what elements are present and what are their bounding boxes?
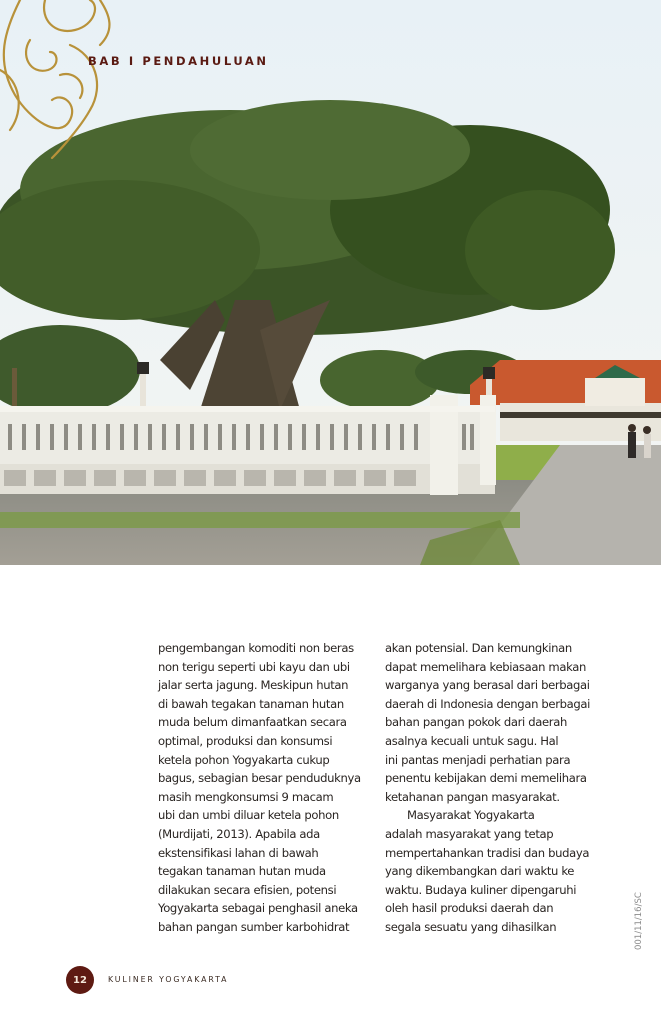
text-line: ketela pohon Yogyakarta cukup xyxy=(158,752,330,767)
text-line: penentu kebijakan demi memelihara xyxy=(385,771,587,786)
text-line: ketahanan pangan masyarakat. xyxy=(385,789,560,804)
text-line: ini pantas menjadi perhatian para xyxy=(385,752,571,767)
text-line: bahan pangan pokok dari daerah xyxy=(385,715,567,730)
body-column-right xyxy=(385,639,599,937)
text-line: non terigu seperti ubi kayu dan ubi xyxy=(158,659,350,674)
text-line: ubi dan umbi diluar ketela pohon xyxy=(158,808,339,823)
batik-ornament-icon xyxy=(0,0,130,165)
text-line: muda belum dimanfaatkan secara xyxy=(158,715,347,730)
side-code: 001/11/16/SC xyxy=(634,892,644,950)
text-line: waktu. Budaya kuliner dipengaruhi xyxy=(385,882,577,897)
text-line: yang dikembangkan dari waktu ke xyxy=(385,864,575,879)
text-line: dilakukan secara efisien, potensi xyxy=(158,882,337,897)
text-line: segala sesuatu yang dihasilkan xyxy=(385,919,557,934)
text-line: tegakan tanaman hutan muda xyxy=(158,864,326,879)
text-line: masih mengkonsumsi 9 macam xyxy=(158,789,334,804)
text-line: optimal, produksi dan konsumsi xyxy=(158,733,333,748)
page-number-badge: 12 xyxy=(66,966,94,994)
text-line: pengembangan komoditi non beras xyxy=(158,641,354,655)
chapter-title: BAB I PENDAHULUAN xyxy=(88,54,269,68)
text-line: asalnya kecuali untuk sagu. Hal xyxy=(385,733,559,748)
text-line: jalar serta jagung. Meskipun hutan xyxy=(158,678,349,693)
text-line: adalah masyarakat yang tetap xyxy=(385,826,554,841)
text-line: (Murdijati, 2013). Apabila ada xyxy=(158,826,320,841)
text-line: daerah di Indonesia dengan berbagai xyxy=(385,696,591,711)
text-line: bahan pangan sumber karbohidrat xyxy=(158,919,350,934)
text-line: bagus, sebagian besar penduduknya xyxy=(158,771,361,786)
running-title: KULINER YOGYAKARTA xyxy=(108,975,229,984)
text-line: ekstensifikasi lahan di bawah xyxy=(158,845,319,860)
text-line: di bawah tegakan tanaman hutan xyxy=(158,696,344,711)
text-line: akan potensial. Dan kemungkinan xyxy=(385,641,572,655)
text-line: Yogyakarta sebagai penghasil aneka xyxy=(158,901,358,916)
body-column-left xyxy=(158,639,370,937)
text-line: warganya yang berasal dari berbagai xyxy=(385,678,590,693)
text-line: oleh hasil produksi daerah dan xyxy=(385,901,554,916)
paragraph-start-line: Masyarakat Yogyakarta xyxy=(407,808,535,823)
text-line: dapat memelihara kebiasaan makan xyxy=(385,659,587,674)
text-line: mempertahankan tradisi dan budaya xyxy=(385,845,590,860)
